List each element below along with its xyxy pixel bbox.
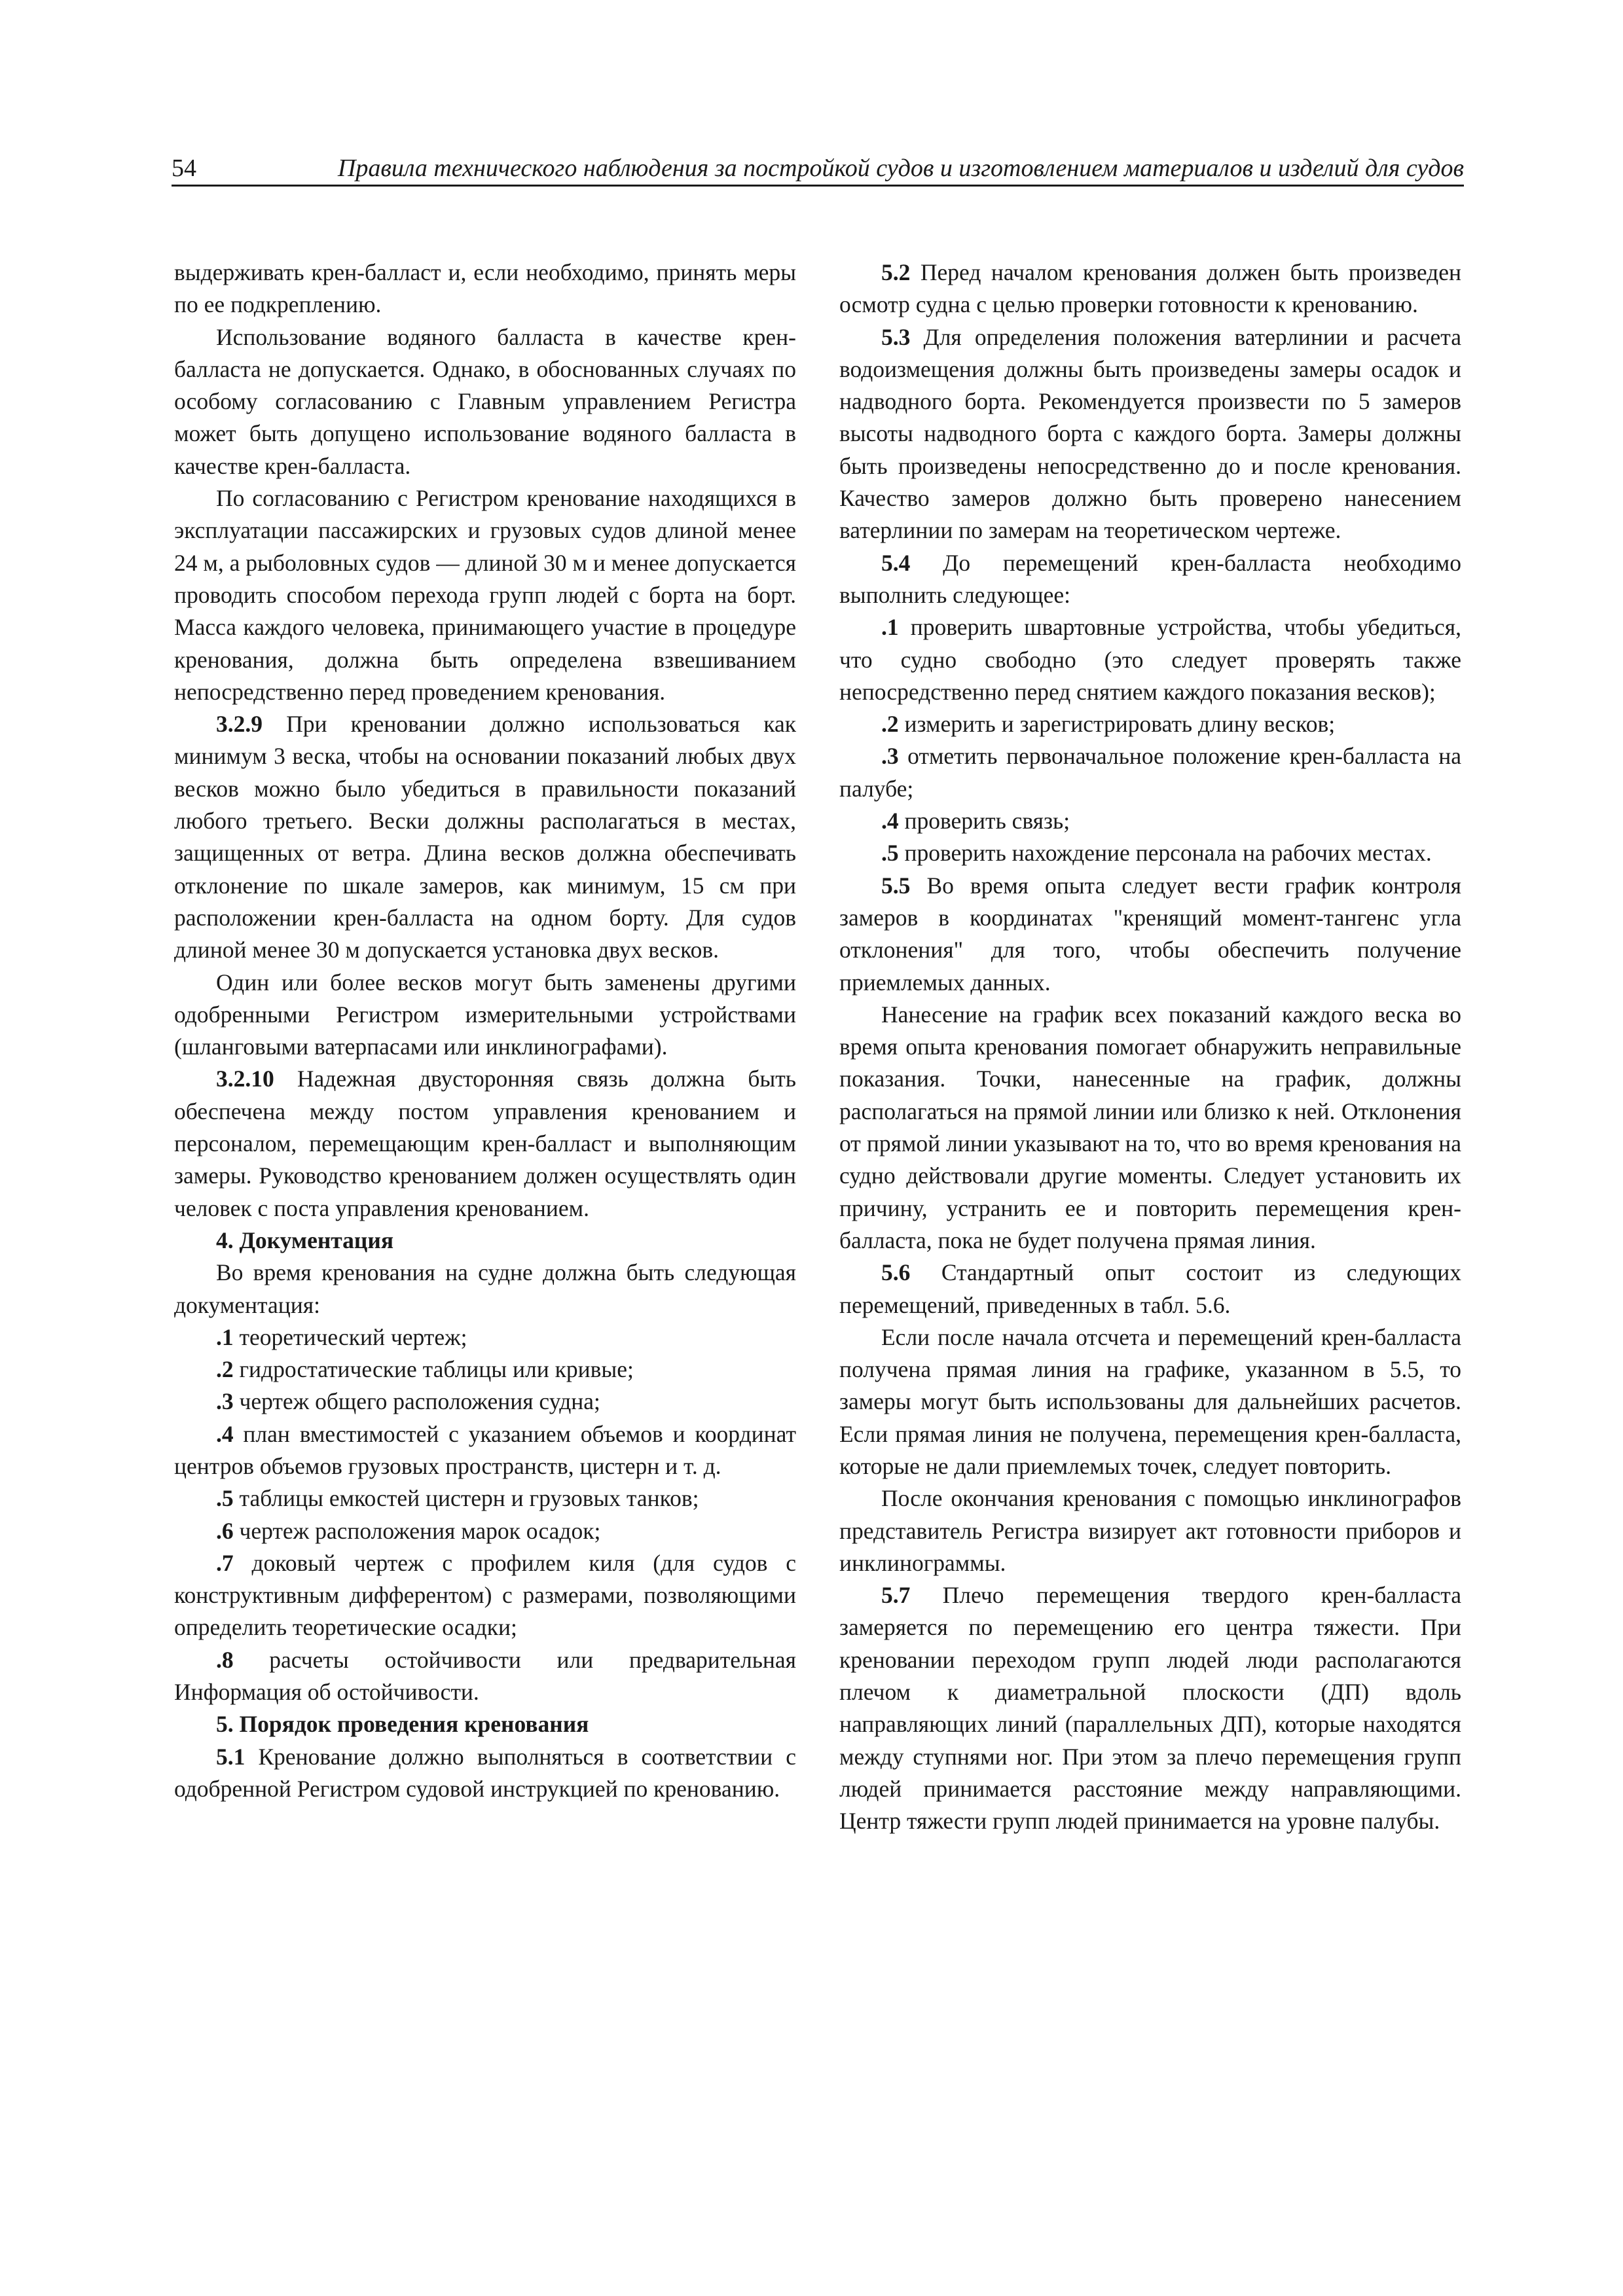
list-item xyxy=(174,1418,796,1483)
list-item xyxy=(839,740,1461,805)
clause-number: 5.5 xyxy=(881,872,911,899)
item-text: чертеж расположения марок осадок; xyxy=(233,1517,601,1544)
item-text: проверить связь; xyxy=(898,808,1070,834)
clause-text: Во время опыта следует вести график контроля замеров в координатах "кренящий момент-тангенс угла отклонения" для того, чтобы обеспечить получение приемлемых данных. xyxy=(839,872,1461,996)
paragraph-5-7 xyxy=(839,1579,1461,1837)
list-item xyxy=(174,1515,796,1547)
clause-text: При креновании должно использоваться как минимум 3 веска, чтобы на основании показаний любых двух весков можно было убедиться в правильности показаний любого третьего. Вески должны располагаться в местах, защищенных от ветра. Длина весков должна обеспечивать отклонение по шкале замеров, как минимум, 15 см при расположении крен-балласта на одном борту. Для судов длиной менее 30 м допускается установка двух весков. xyxy=(174,711,796,963)
clause-text: Перед началом кренования должен быть произведен осмотр судна с целью проверки готовности к кренованию. xyxy=(839,259,1461,318)
paragraph: выдерживать крен-балласт и, если необходимо, принять меры по ее подкреплению. xyxy=(174,259,796,318)
list-item xyxy=(174,1644,796,1709)
clause-number: 5.2 xyxy=(881,259,911,285)
right-column xyxy=(839,257,1461,1838)
item-number: .1 xyxy=(881,614,899,641)
paragraph-5-4 xyxy=(839,547,1461,612)
paragraph-5-3 xyxy=(839,321,1461,547)
paragraph-5-2 xyxy=(839,257,1461,321)
clause-text: Плечо перемещения твердого крен-балласта замеряется по перемещению его центра тяжести. При креновании переходом групп людей люди располагаются плечом к диаметральной плоскости (ДП) вдоль направляющих линий (параллельных ДП), которые находятся между ступнями ног. При этом за плечо перемещения групп людей принимается расстояние между направляющими. Центр тяжести групп людей принимается на уровне палубы. xyxy=(839,1582,1461,1835)
paragraph-3-2-9 xyxy=(174,708,796,966)
left-column xyxy=(174,257,796,1805)
item-number: .5 xyxy=(881,840,899,867)
item-number: .3 xyxy=(881,743,899,770)
clause-text: Кренование должно выполняться в соответствии с одобренной Регистром судовой инструкцией по кренованию. xyxy=(174,1743,796,1802)
item-text: план вместимостей с указанием объемов и координат центров объемов грузовых пространств, цистерн и т. д. xyxy=(174,1420,796,1479)
section-heading-5: 5. Порядок проведения кренования xyxy=(216,1711,589,1738)
list-item xyxy=(839,805,1461,837)
item-text: таблицы емкостей цистерн и грузовых танков; xyxy=(233,1485,699,1512)
list-item xyxy=(839,611,1461,708)
clause-text: До перемещений крен-балласта необходимо выполнить следующее: xyxy=(839,549,1461,608)
list-item xyxy=(839,837,1461,869)
clause-text: Надежная двусторонняя связь должна быть обеспечена между постом управления кренованием и персоналом, перемещающим крен-балласт и выполняющим замеры. Руководство кренованием должен осуществлять один человек с поста управления кренованием. xyxy=(174,1066,796,1221)
paragraph-3-2-10 xyxy=(174,1063,796,1224)
item-number: .7 xyxy=(216,1549,234,1576)
clause-text: Для определения положения ватерлинии и расчета водоизмещения должны быть произведены замеры осадок и надводного борта. Рекомендуется произвести по 5 замеров высоты надводного борта с каждого борта. Замеры должны быть произведены непосредственно до и после кренования. Качество замеров должно быть проверено нанесением ватерлинии по замерам на теоретическом чертеже. xyxy=(839,323,1461,544)
item-text: гидростатические таблицы или кривые; xyxy=(233,1356,634,1383)
list-item xyxy=(174,1354,796,1386)
item-text: доковый чертеж с профилем киля (для судов с конструктивным дифферентом) с размерами, позволяющими определить теоретические осадки; xyxy=(174,1549,796,1641)
list-item xyxy=(174,1321,796,1354)
clause-number: 3.2.10 xyxy=(216,1066,274,1092)
paragraph: Если после начала отсчета и перемещений крен-балласта получена прямая линия на графике, указанном в 5.5, то замеры могут быть использованы для дальнейших расчетов. Если прямая линия не получена, перемещения крен-балласта, которые не дали приемлемых точек, следует повторить. xyxy=(839,1323,1461,1479)
clause-number: 5.6 xyxy=(881,1259,911,1286)
list-item xyxy=(174,1482,796,1515)
paragraph: Нанесение на график всех показаний каждого веска во время опыта кренования помогает обнаружить неправильные показания. Точки, нанесенные на график, должны располагаться на прямой линии или близко к ней. Отклонения от прямой линии указывают на то, что во время кренования на судно действовали другие моменты. Следует установить их причину, устранить ее и повторить перемещения крен-балласта, пока не будет получена прямая линия. xyxy=(839,1001,1461,1253)
list-item xyxy=(174,1386,796,1418)
item-text: проверить швартовные устройства, чтобы убедиться, что судно свободно (это следует проверять также непосредственно перед снятием каждого показания весков); xyxy=(839,614,1461,705)
paragraph-5-1 xyxy=(174,1741,796,1806)
item-text: измерить и зарегистрировать длину весков; xyxy=(898,711,1336,738)
item-number: .1 xyxy=(216,1323,234,1350)
running-title: Правила технического наблюдения за постройкой судов и изготовлением материалов и изделий для судов xyxy=(337,154,1464,182)
item-text: чертеж общего расположения судна; xyxy=(233,1388,600,1415)
item-number: .4 xyxy=(216,1420,234,1447)
paragraph: Использование водяного балласта в качестве крен-балласта не допускается. Однако, в обоснованных случаях по особому согласованию с Главным управлением Регистра может быть допущено использование водяного балласта в качестве крен-балласта. xyxy=(174,323,796,479)
paragraph: Один или более весков могут быть заменены другими одобренными Регистром измерительными устройствами (шланговыми ватерпасами или инклинографами). xyxy=(174,969,796,1060)
page-number: 54 xyxy=(172,154,196,182)
item-number: .4 xyxy=(881,808,899,834)
paragraph-5-5 xyxy=(839,870,1461,999)
paragraph: По согласованию с Регистром кренование находящихся в эксплуатации пассажирских и грузовых судов длиной менее 24 м, а рыболовных судов — длиной 30 м и менее допускается проводить способом перехода групп людей с борта на борт. Масса каждого человека, принимающего участие в процедуре кренования, должна быть определена взвешиванием непосредственно перед проведением кренования. xyxy=(174,485,796,705)
item-number: .5 xyxy=(216,1485,234,1512)
list-item xyxy=(174,1547,796,1644)
clause-number: 5.7 xyxy=(881,1582,911,1609)
item-number: .2 xyxy=(881,711,899,738)
clause-text: Стандартный опыт состоит из следующих перемещений, приведенных в табл. 5.6. xyxy=(839,1259,1461,1318)
paragraph: После окончания кренования с помощью инклинографов представитель Регистра визирует акт готовности приборов и инклинограммы. xyxy=(839,1485,1461,1576)
clause-number: 3.2.9 xyxy=(216,711,263,738)
item-number: .6 xyxy=(216,1517,234,1544)
item-number: .8 xyxy=(216,1646,234,1673)
paragraph-5-6 xyxy=(839,1257,1461,1321)
paragraph: Во время кренования на судне должна быть следующая документация: xyxy=(174,1259,796,1318)
item-number: .3 xyxy=(216,1388,234,1415)
clause-number: 5.4 xyxy=(881,549,911,576)
clause-number: 5.3 xyxy=(881,323,911,350)
item-text: теоретический чертеж; xyxy=(233,1323,467,1350)
item-number: .2 xyxy=(216,1356,234,1383)
running-header xyxy=(172,144,1464,187)
list-item xyxy=(839,708,1461,740)
clause-number: 5.1 xyxy=(216,1743,246,1770)
item-text: расчеты остойчивости или предварительная Информация об остойчивости. xyxy=(174,1646,796,1706)
item-text: отметить первоначальное положение крен-балласта на палубе; xyxy=(839,743,1461,802)
item-text: проверить нахождение персонала на рабочих местах. xyxy=(898,840,1432,867)
section-heading-4: 4. Документация xyxy=(216,1227,394,1253)
